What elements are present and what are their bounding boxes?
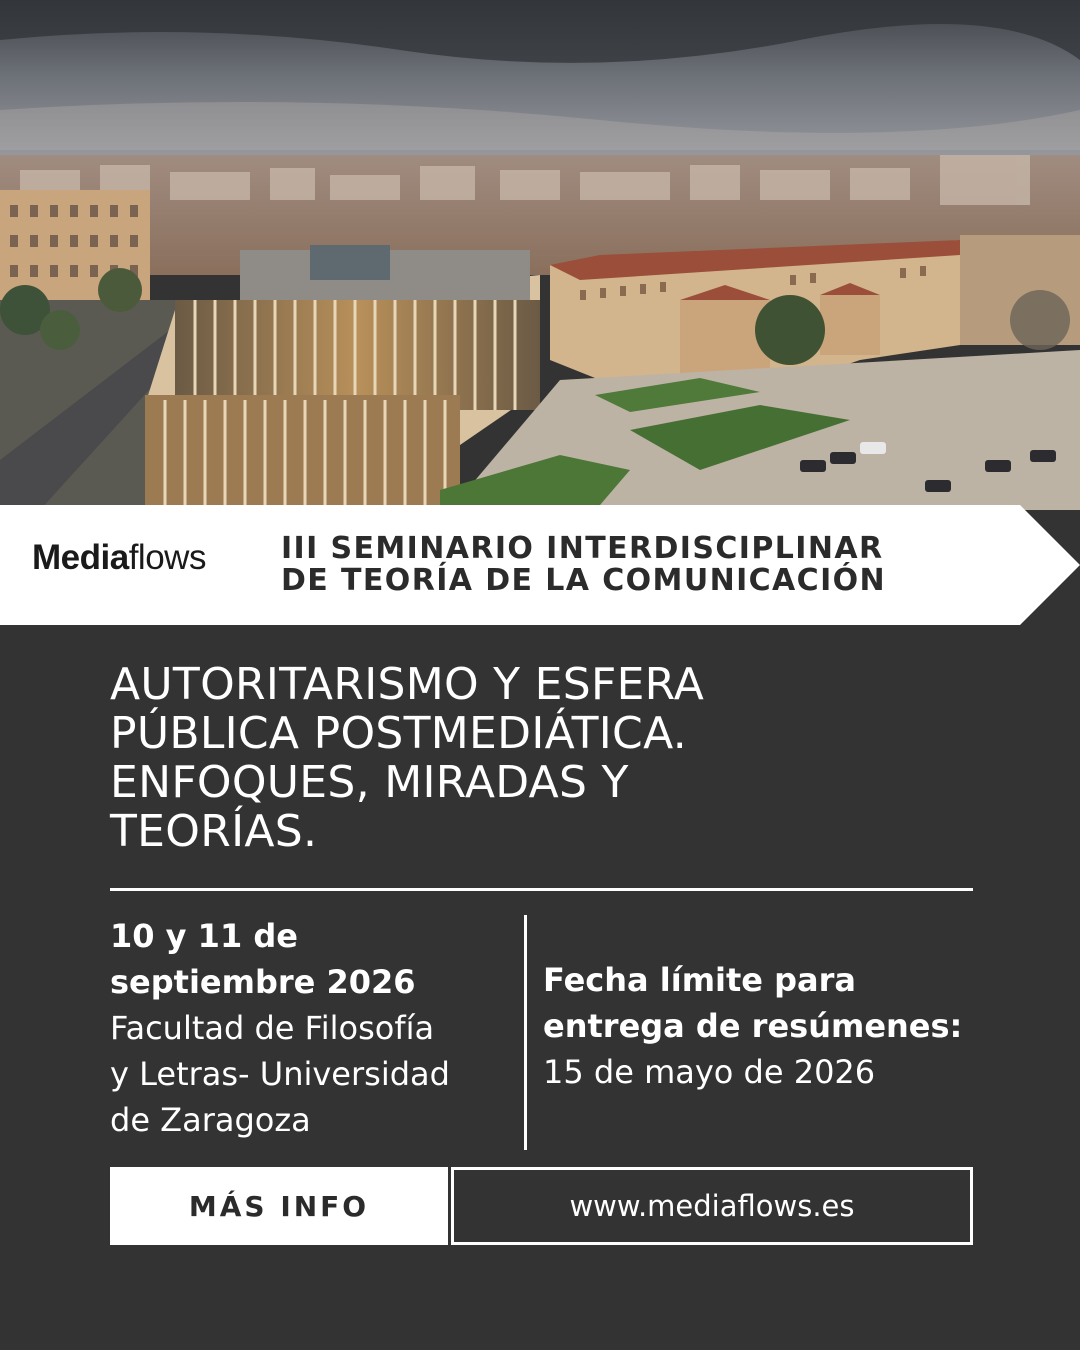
event-title	[110, 660, 990, 856]
title-line-1: AUTORITARISMO Y ESFERA	[110, 659, 705, 710]
divider-line	[110, 888, 973, 891]
deadline-label-line-2: entrega de resúmenes:	[543, 1007, 963, 1045]
deadline-label-line-1: Fecha límite para	[543, 961, 857, 999]
aerial-campus-photo	[0, 0, 1080, 510]
vertical-divider	[524, 915, 527, 1150]
seminar-line-2: DE TEORÍA DE LA COMUNICACIÓN	[281, 563, 887, 598]
title-line-4: TEORÍAS.	[110, 806, 318, 857]
deadline-date: 15 de mayo de 2026	[543, 1053, 876, 1091]
event-details	[110, 913, 510, 1143]
event-date-line-2: septiembre 2026	[110, 963, 416, 1001]
venue-line-2: y Letras- Universidad	[110, 1055, 450, 1093]
more-info-button[interactable]: MÁS INFO	[110, 1167, 448, 1245]
mediaflows-logo: Mediaflows	[32, 538, 206, 577]
seminar-heading	[281, 533, 886, 597]
venue-line-1: Facultad de Filosofía	[110, 1009, 435, 1047]
seminar-line-1: III SEMINARIO INTERDISCIPLINAR	[281, 531, 884, 566]
title-line-3: ENFOQUES, MIRADAS Y	[110, 757, 629, 808]
website-link[interactable]: www.mediaflows.es	[451, 1167, 973, 1245]
event-date-line-1: 10 y 11 de	[110, 917, 298, 955]
title-line-2: PÚBLICA POSTMEDIÁTICA.	[110, 708, 687, 759]
deadline-details	[543, 957, 983, 1095]
venue-line-3: de Zaragoza	[110, 1101, 311, 1139]
